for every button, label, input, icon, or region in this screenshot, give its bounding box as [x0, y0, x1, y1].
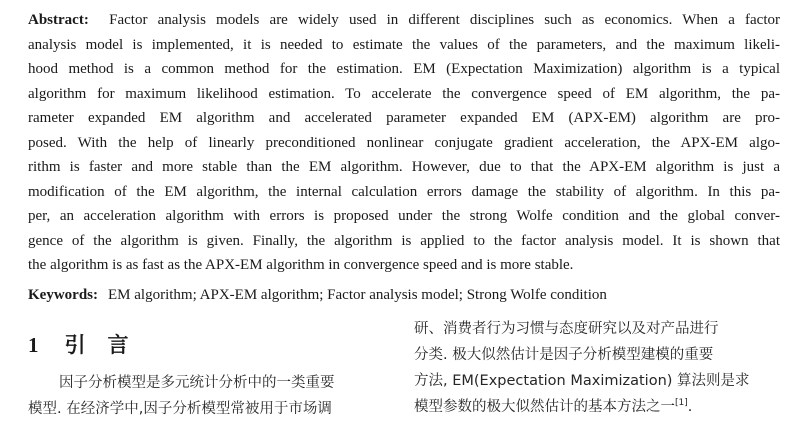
abstract-line-11: the algorithm is as fast as the APX-EM algorithm in convergence speed and is more stable.: [28, 257, 574, 273]
abstract-line-1: [28, 8, 780, 33]
keywords-values: EM algorithm; APX-EM algorithm; Factor analysis model; Strong Wolfe condition: [108, 287, 607, 303]
abstract-line-8: modification of the EM algorithm, the internal calculation errors damage the stability of algorithm. In this pa-: [28, 183, 780, 200]
paragraph-text: 模型参数的极大似然估计的基本方法之一: [414, 399, 675, 415]
sentence-end: .: [687, 399, 693, 415]
abstract-line-4: algorithm for maximum likelihood estimation. To accelerate the convergence speed of EM algorithm, the pa-: [28, 85, 780, 102]
section-title: 引言: [64, 333, 151, 357]
keywords: [28, 283, 607, 307]
abstract-line-2: analysis model is implemented, it is needed to estimate the values of the parameters, and the maximum likeli-: [28, 36, 780, 53]
abstract: [28, 8, 780, 278]
right-column: [414, 316, 780, 420]
abstract-line-3: hood method is a common method for the estimation. EM (Expectation Maximization) algorithm is a typical: [28, 61, 780, 77]
paragraph-line: 因子分析模型是多元统计分析中的一类重要: [59, 375, 335, 391]
paragraph-line: 模型. 在经济学中,因子分析模型常被用于市场调: [28, 401, 332, 417]
section-heading: [28, 330, 386, 360]
keywords-label: Keywords:: [28, 287, 98, 303]
abstract-line-9: per, an acceleration algorithm with errors is proposed under the strong Wolfe condition and the global conver-: [28, 208, 780, 224]
paragraph-line: 研、消费者行为习惯与态度研究以及对产品进行: [414, 321, 719, 337]
abstract-line-10: gence of the algorithm is given. Finally, the algorithm is applied to the factor analysis model. It is shown that: [28, 232, 780, 249]
paragraph-line: 方法, EM(Expectation Maximization) 算法则是求: [414, 373, 750, 389]
abstract-label: Abstract:: [28, 12, 89, 28]
abstract-line-5: rameter expanded EM algorithm and accelerated parameter expanded EM (APX-EM) algorithm are pro-: [28, 110, 780, 126]
paragraph-line: 分类. 极大似然估计是因子分析模型建模的重要: [414, 347, 714, 363]
left-column: [28, 330, 386, 422]
citation-reference[interactable]: [1]: [675, 398, 688, 409]
abstract-line-6: posed. With the help of linearly preconditioned nonlinear conjugate gradient acceleration, the APX-EM algo-: [28, 134, 780, 151]
intro-paragraph: [28, 370, 386, 422]
abstract-line-7: rithm is faster and more stable than the EM algorithm. However, due to that the APX-EM algorithm is just a: [28, 159, 780, 175]
section-number: 1: [28, 333, 39, 357]
paragraph-line-last: [414, 394, 780, 420]
abstract-text: Factor analysis models are widely used in different disciplines such as economics. When a factor: [109, 12, 780, 28]
